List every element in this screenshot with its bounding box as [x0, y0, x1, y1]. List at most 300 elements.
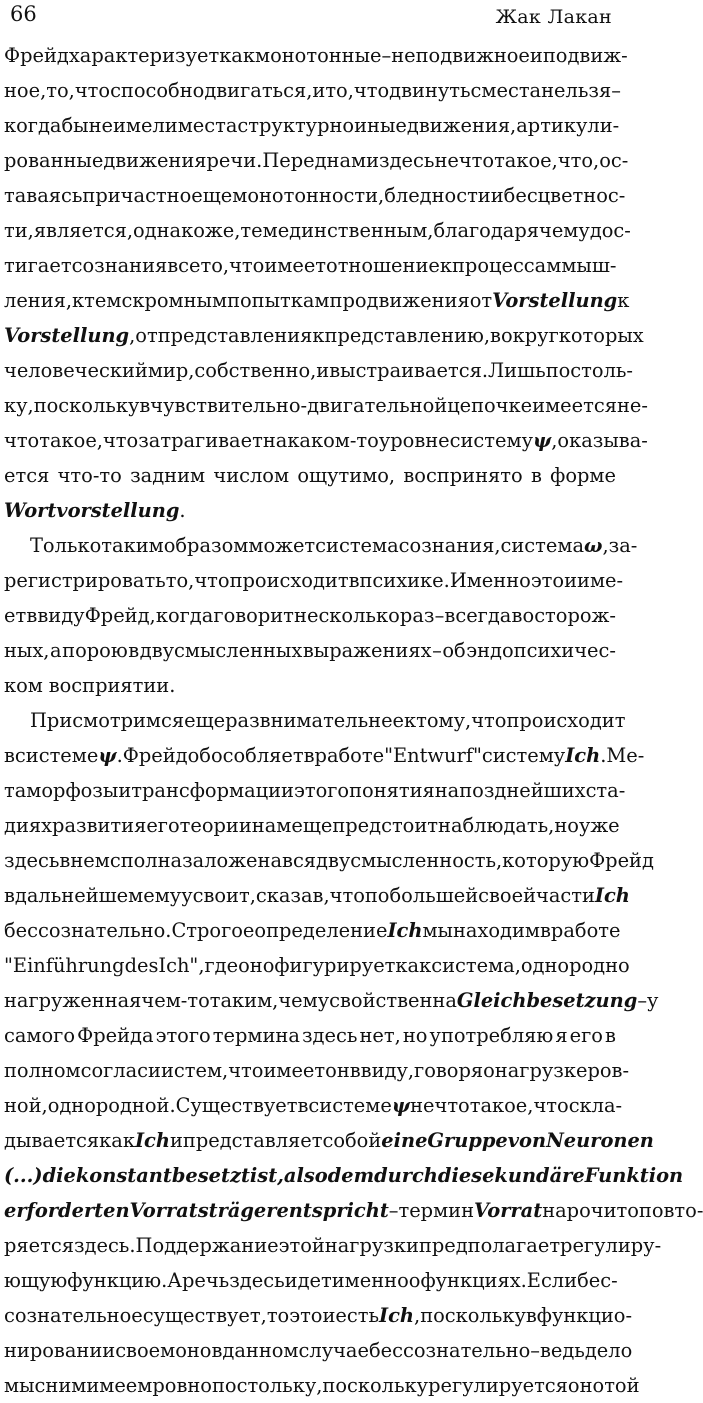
word: несколько: [294, 604, 400, 627]
word: еще: [291, 814, 333, 837]
word: и: [118, 779, 132, 802]
page-header: [10, 0, 612, 32]
word: то,: [46, 79, 75, 102]
word: –: [432, 639, 442, 662]
word: о: [408, 1269, 421, 1292]
text-line: [4, 143, 629, 178]
word: [471, 1158, 585, 1193]
word: единственным,: [277, 219, 434, 242]
word: бесцветнос-: [503, 184, 626, 207]
word: des: [124, 954, 159, 977]
word: его: [146, 814, 180, 837]
word: функцию.: [67, 1269, 168, 1292]
word: продвижения: [329, 289, 470, 312]
word: нами: [326, 149, 380, 172]
word: виду,: [360, 1059, 415, 1082]
word: представления: [157, 324, 313, 347]
word: процессам: [451, 254, 562, 277]
word: таким,: [209, 989, 279, 1012]
word: диях: [4, 814, 53, 837]
word: способно: [110, 79, 205, 102]
text-line: [4, 388, 648, 423]
word: этого: [155, 1024, 211, 1047]
word: говорит: [213, 604, 294, 627]
word: нагрузке: [494, 1059, 588, 1082]
word: функцио-: [536, 1304, 633, 1327]
word: Лишь: [488, 359, 546, 382]
word: сказав,: [255, 884, 330, 907]
word: функциях.: [420, 1269, 527, 1292]
word: причастно: [82, 184, 192, 207]
word: чему: [278, 989, 330, 1012]
word: по: [364, 884, 390, 907]
text-line: [4, 598, 616, 633]
running-head: Жак Лакан: [495, 6, 612, 28]
word: движения,: [406, 114, 517, 137]
word: Фрейд: [4, 44, 69, 67]
word: самого: [4, 1024, 76, 1047]
word: что,: [557, 149, 600, 172]
word: –: [611, 79, 621, 102]
word: ных,: [4, 639, 50, 662]
word: оказыва-: [557, 429, 648, 452]
word: то,: [325, 79, 354, 102]
word: и: [490, 184, 504, 207]
word: согласии: [80, 1059, 174, 1082]
word: Ich.: [565, 744, 607, 767]
word: дальнейшем: [14, 884, 144, 907]
word: к: [617, 289, 630, 312]
word: –: [530, 1339, 540, 1362]
word: той: [604, 1374, 640, 1397]
text-line: [4, 1053, 629, 1088]
word: [392, 1088, 410, 1123]
word: [438, 1158, 471, 1193]
word: нельзя: [541, 79, 612, 102]
word: ку,: [4, 394, 34, 417]
emphasis: Gleichbesetzung: [456, 989, 638, 1012]
word: уровне: [378, 429, 450, 452]
word: ста-: [585, 779, 626, 802]
text-line: [4, 948, 630, 983]
word: двусмысленность,: [316, 849, 503, 872]
word: каком-то: [287, 429, 379, 452]
word: речи.: [206, 149, 263, 172]
word: [387, 913, 422, 948]
emphasis: erforderten: [4, 1199, 130, 1222]
word: у: [647, 989, 659, 1012]
emphasis: entspricht: [276, 1199, 389, 1222]
emphasis: Ich: [379, 1304, 415, 1327]
word: к: [439, 254, 452, 277]
word: систему: [481, 744, 566, 767]
word: [328, 1158, 374, 1193]
word: иные: [354, 114, 407, 137]
word: регистрировать: [4, 569, 166, 592]
emphasis: ψ: [532, 429, 552, 452]
text-line: [4, 808, 620, 843]
word: имеется: [532, 394, 617, 417]
word: Фрейд: [122, 744, 188, 767]
word: что: [74, 79, 111, 102]
emphasis: also: [283, 1164, 328, 1187]
word: система: [315, 534, 399, 557]
word: говоря: [414, 1059, 484, 1082]
word: "Einführung: [4, 954, 125, 977]
word: имеем: [86, 1374, 153, 1397]
word: [508, 1123, 546, 1158]
word: затрагивает: [138, 429, 263, 452]
emphasis: ist,: [249, 1164, 284, 1187]
word: [4, 1158, 43, 1193]
word: обособляет: [187, 744, 304, 767]
word: –: [388, 1199, 399, 1222]
text-line: [4, 318, 644, 353]
word: происходит: [506, 709, 626, 732]
word: тем: [240, 219, 278, 242]
word: я: [555, 1024, 568, 1047]
word: таваясь: [4, 184, 83, 207]
text-line: [4, 1263, 616, 1298]
word: поскольку: [420, 1304, 526, 1327]
word: таморфозы: [4, 779, 119, 802]
word: места: [177, 114, 238, 137]
word: ющую: [4, 1269, 68, 1292]
word: ему: [143, 884, 182, 907]
word: А: [167, 1269, 182, 1292]
word: трансформации: [131, 779, 294, 802]
word: что: [4, 429, 40, 452]
word: мыш-: [561, 254, 617, 277]
emphasis: ψ: [391, 1094, 411, 1117]
text-line: [4, 633, 616, 668]
word: предстоит: [332, 814, 439, 837]
word: ется: [4, 464, 50, 487]
word: форме: [550, 464, 616, 487]
word: и: [312, 79, 326, 102]
text-line: [4, 38, 628, 73]
word: Поддержание: [135, 1234, 279, 1257]
word: а: [50, 639, 62, 662]
word: человеческий: [4, 359, 148, 382]
word: дывается: [4, 1129, 100, 1152]
word: вокруг: [490, 324, 559, 347]
text-line: [4, 213, 631, 248]
word: работе: [550, 919, 621, 942]
body-text: [4, 38, 703, 1403]
word: здесь: [301, 1024, 358, 1047]
text-line: [4, 913, 621, 948]
word: которых: [558, 324, 644, 347]
word: [474, 1193, 542, 1228]
word: бессознательно.: [4, 919, 172, 942]
word: Ich",: [158, 954, 205, 977]
emphasis: Funktion: [584, 1164, 684, 1187]
word: в: [139, 394, 151, 417]
word: случае: [298, 1339, 369, 1362]
word: в: [511, 604, 523, 627]
word: дело: [584, 1339, 633, 1362]
word: что: [102, 429, 139, 452]
word: и: [316, 359, 330, 382]
word: нем: [70, 849, 110, 872]
word: нечто: [434, 149, 495, 172]
word: оно: [238, 954, 275, 977]
word: [595, 878, 630, 913]
emphasis: Ich: [134, 1129, 170, 1152]
word: в: [211, 1339, 223, 1362]
word: свойственна: [329, 989, 457, 1012]
emphasis: Ich: [594, 884, 630, 907]
word: то,: [200, 254, 230, 277]
word: что: [353, 79, 390, 102]
word: что: [533, 1094, 569, 1117]
word: в: [303, 744, 315, 767]
word: Если: [526, 1269, 578, 1292]
word: система: [500, 534, 585, 557]
word: структурно: [237, 114, 355, 137]
word: однородной.: [47, 1094, 176, 1117]
word: как: [99, 1129, 135, 1152]
emphasis: Ich: [565, 744, 601, 767]
word: ω,: [584, 534, 609, 557]
word: на: [262, 429, 288, 452]
word: восприятии.: [48, 674, 176, 697]
word: [4, 1193, 130, 1228]
text-line: [4, 1333, 633, 1368]
word: имеет: [264, 254, 327, 277]
word: ψ.: [98, 744, 123, 767]
word: "Entwurf": [384, 744, 482, 767]
word: которую: [502, 849, 590, 872]
word: [284, 1158, 328, 1193]
word: в: [349, 1059, 361, 1082]
word: но: [402, 1024, 428, 1047]
word: тем: [84, 289, 122, 312]
word: [374, 1158, 438, 1193]
word: что: [194, 569, 230, 592]
word: регулируется: [428, 1374, 568, 1397]
text-line: [4, 458, 616, 493]
word: двусмысленных: [139, 639, 303, 662]
word: двигаться,: [204, 79, 313, 102]
word: Перед: [262, 149, 327, 172]
word: об: [442, 639, 466, 662]
word: в: [59, 849, 71, 872]
word: бледности: [384, 184, 491, 207]
word: именно: [331, 1269, 409, 1292]
word: Ich,: [379, 1304, 421, 1327]
word: оно: [567, 1374, 605, 1397]
word: [250, 1158, 284, 1193]
word: идет: [284, 1269, 332, 1292]
word: повто-: [638, 1199, 703, 1222]
word: –: [637, 989, 648, 1012]
word: Строгое: [171, 919, 255, 942]
text-line: [4, 108, 620, 143]
word: ления,: [4, 289, 73, 312]
text-line: [4, 1018, 616, 1053]
word: части: [536, 884, 595, 907]
word: уже: [578, 814, 620, 837]
word: Присмотримся: [30, 709, 185, 732]
word: такое,: [494, 149, 558, 172]
word: в: [525, 1304, 537, 1327]
word: определение: [254, 919, 388, 942]
word: представляет: [182, 1129, 323, 1152]
word: Именно: [449, 569, 531, 592]
word: здесь: [4, 849, 60, 872]
word: речь: [181, 1269, 230, 1292]
word: то: [266, 1304, 290, 1327]
word: артикули-: [516, 114, 620, 137]
word: от: [135, 324, 158, 347]
word: такое,: [39, 429, 103, 452]
word: находим: [452, 919, 540, 942]
word: ти,: [4, 219, 34, 242]
word: это: [289, 1304, 323, 1327]
word: к: [72, 289, 85, 312]
word: от: [469, 289, 493, 312]
word: ощутимо,: [297, 464, 396, 487]
word: мы: [422, 919, 453, 942]
word: воспринято: [403, 464, 523, 487]
word: системе: [308, 1094, 392, 1117]
word: о: [483, 1059, 495, 1082]
word: [457, 983, 637, 1018]
emphasis: konstant: [75, 1164, 172, 1187]
word: благодаря: [433, 219, 540, 242]
word: и: [322, 1304, 336, 1327]
emphasis: von: [507, 1129, 547, 1152]
word: система,: [431, 954, 521, 977]
word: к: [404, 709, 417, 732]
word: [546, 1123, 654, 1158]
emphasis: sekundäre: [471, 1164, 585, 1187]
text-line: [4, 178, 626, 213]
word: бы: [61, 114, 89, 137]
word: своем: [115, 1339, 176, 1362]
emphasis: die: [437, 1164, 472, 1187]
word: но: [554, 814, 579, 837]
word: эндопсихичес-: [466, 639, 616, 662]
word: скла-: [568, 1094, 623, 1117]
word: ное,: [4, 79, 47, 102]
word: это: [530, 569, 565, 592]
word: такое,: [469, 1094, 534, 1117]
text-line: [4, 843, 654, 878]
word: осторож-: [522, 604, 616, 627]
word: к: [312, 324, 325, 347]
word: однородно: [520, 954, 630, 977]
text-line: [4, 1088, 623, 1123]
word: что: [329, 884, 365, 907]
word: цепочке: [447, 394, 533, 417]
word: употребляю: [429, 1024, 554, 1047]
word: усвоит,: [181, 884, 256, 907]
word: всегда: [444, 604, 512, 627]
word: раз: [225, 709, 260, 732]
word: нечто: [410, 1094, 470, 1117]
word: чем-то: [141, 989, 210, 1012]
word: может: [248, 534, 316, 557]
word: двинуть: [389, 79, 471, 102]
text-line: [4, 1228, 662, 1263]
word: где: [204, 954, 239, 977]
word: собственно,: [194, 359, 317, 382]
word: постоль-: [545, 359, 633, 382]
word: задним: [130, 464, 206, 487]
word: и: [564, 569, 578, 592]
emphasis: Vorstellung: [492, 289, 618, 312]
word: и: [529, 44, 543, 67]
text-line: [4, 353, 633, 388]
word: характеризует: [68, 44, 220, 67]
word: нагрузки: [324, 1234, 419, 1257]
word: существует,: [142, 1304, 267, 1327]
word: движения: [103, 149, 207, 172]
emphasis: besetzt: [171, 1164, 250, 1187]
word: попыткам: [227, 289, 330, 312]
emphasis: Vorratsträger: [129, 1199, 277, 1222]
word: термина: [212, 1024, 300, 1047]
word: [492, 283, 617, 318]
text-line: [4, 283, 630, 318]
word: поскольку: [322, 1374, 429, 1397]
word: [381, 1123, 427, 1158]
text-line: [4, 773, 626, 808]
word: здесь.: [73, 1234, 136, 1257]
word: Ме-: [606, 744, 645, 767]
word: в: [4, 744, 15, 767]
word: Фрейд: [589, 849, 654, 872]
word: нировании: [4, 1339, 116, 1362]
word: чувствительно-двигательной: [150, 394, 448, 417]
word: вся: [282, 849, 317, 872]
word: чему: [539, 219, 590, 242]
word: в: [26, 604, 38, 627]
word: что-то: [57, 464, 122, 487]
word: в: [540, 919, 551, 942]
text-line: [4, 1368, 640, 1403]
word: в: [4, 884, 15, 907]
text-line: [4, 1298, 633, 1333]
word: Существует: [175, 1094, 298, 1117]
word: своей: [478, 884, 536, 907]
word: бессознательно: [368, 1339, 531, 1362]
text-line: [4, 1158, 684, 1193]
word: за-: [608, 534, 638, 557]
word: термин: [398, 1199, 475, 1222]
word: сполна: [109, 849, 183, 872]
word: однако: [133, 219, 205, 242]
word: фигурирует: [274, 954, 396, 977]
word: то,: [165, 569, 195, 592]
word: что: [471, 709, 507, 732]
word: [43, 1158, 76, 1193]
word: регулиру-: [560, 1234, 662, 1257]
text-line: [4, 703, 626, 738]
page-number: 66: [10, 2, 37, 26]
word: нет,: [359, 1024, 401, 1047]
word: системе: [14, 744, 99, 767]
emphasis: durch: [374, 1164, 438, 1187]
word: [135, 1123, 170, 1158]
word: оно: [175, 1339, 212, 1362]
word: образом: [163, 534, 249, 557]
word: как: [219, 44, 255, 67]
word: полном: [4, 1059, 81, 1082]
